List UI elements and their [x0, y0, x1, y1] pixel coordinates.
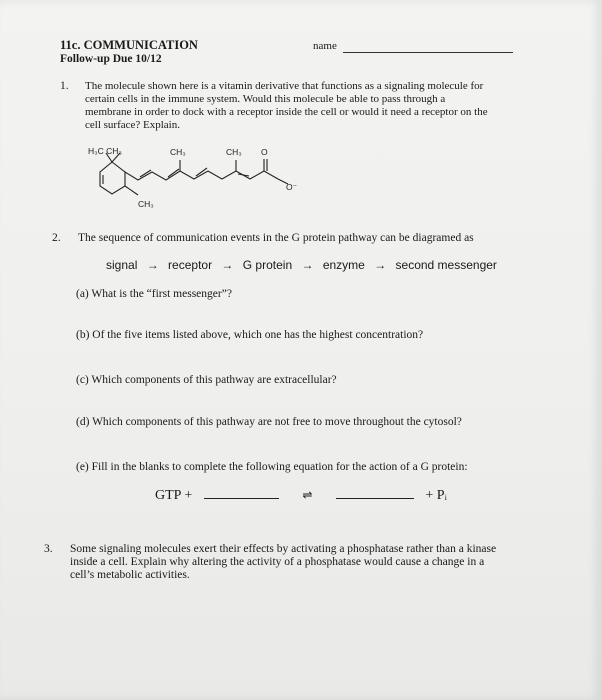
q3-line: cell’s metabolic activities.	[70, 569, 190, 581]
q1-text	[85, 80, 555, 132]
q2-intro: The sequence of communication events in the G protein pathway can be diagramed as	[78, 232, 474, 244]
equation-right: + Pᵢ	[425, 488, 447, 503]
molecule-bonds	[100, 153, 288, 195]
pathway-sequence	[106, 258, 497, 272]
due-date: Follow-up Due 10/12	[60, 53, 162, 65]
label-ch3-top-1: CH₃	[170, 147, 186, 157]
q1-line: The molecule shown here is a vitamin derivative that functions as a signaling molecule for	[85, 80, 484, 92]
q1-line: membrane in order to dock with a receptor inside the cell or would it need a receptor on the	[85, 106, 488, 118]
equilibrium-arrow-icon: ⇌	[302, 488, 313, 502]
name-label: name	[313, 40, 337, 52]
arrow-icon: →	[301, 258, 314, 272]
q3-number: 3.	[44, 543, 53, 555]
worksheet-title: 11c. COMMUNICATION	[60, 38, 198, 52]
arrow-icon: →	[221, 258, 234, 272]
pathway-signal: signal	[106, 258, 138, 272]
pathway-g-protein: G protein	[242, 258, 293, 272]
equation-blank-2[interactable]	[336, 498, 414, 499]
equation-blank-1[interactable]	[204, 498, 279, 499]
q2d-text: (d) Which components of this pathway are not free to move throughout the cytosol?	[76, 416, 462, 428]
label-oxygen-minus: O⁻	[286, 182, 298, 192]
label-ch3-bottom: CH₃	[138, 199, 154, 209]
gtp-equation	[155, 488, 447, 504]
q1-line: cell surface? Explain.	[85, 119, 180, 131]
q2c-text: (c) Which components of this pathway are extracellular?	[76, 374, 337, 386]
label-ch3-top-2: CH₃	[226, 147, 242, 157]
pathway-second-messenger: second messenger	[395, 258, 497, 272]
label-h3c-ch3: H₃C CH₃	[88, 146, 122, 156]
q3-line: Some signaling molecules exert their effects by activating a phosphatase rather than a kinase	[70, 543, 497, 555]
q3-text	[70, 543, 560, 582]
equation-left: GTP +	[155, 488, 193, 503]
arrow-icon: →	[374, 258, 387, 272]
retinoic-acid-structure	[80, 140, 350, 215]
q2a-text: (a) What is the “first messenger”?	[76, 288, 232, 300]
pathway-enzyme: enzyme	[322, 258, 365, 272]
q2-number: 2.	[52, 232, 61, 244]
q1-number: 1.	[60, 80, 69, 92]
q2e-text: (e) Fill in the blanks to complete the following equation for the action of a G protein:	[76, 461, 468, 473]
pathway-receptor: receptor	[168, 258, 213, 272]
q3-line: inside a cell. Explain why altering the activity of a phosphatase would cause a change in a	[70, 556, 485, 568]
q2b-text: (b) Of the five items listed above, which one has the highest concentration?	[76, 329, 424, 341]
label-oxygen-double: O	[261, 147, 268, 157]
name-blank-line	[343, 52, 513, 53]
arrow-icon: →	[146, 258, 159, 272]
q1-line: certain cells in the immune system. Would this molecule be able to pass through a	[85, 93, 446, 105]
